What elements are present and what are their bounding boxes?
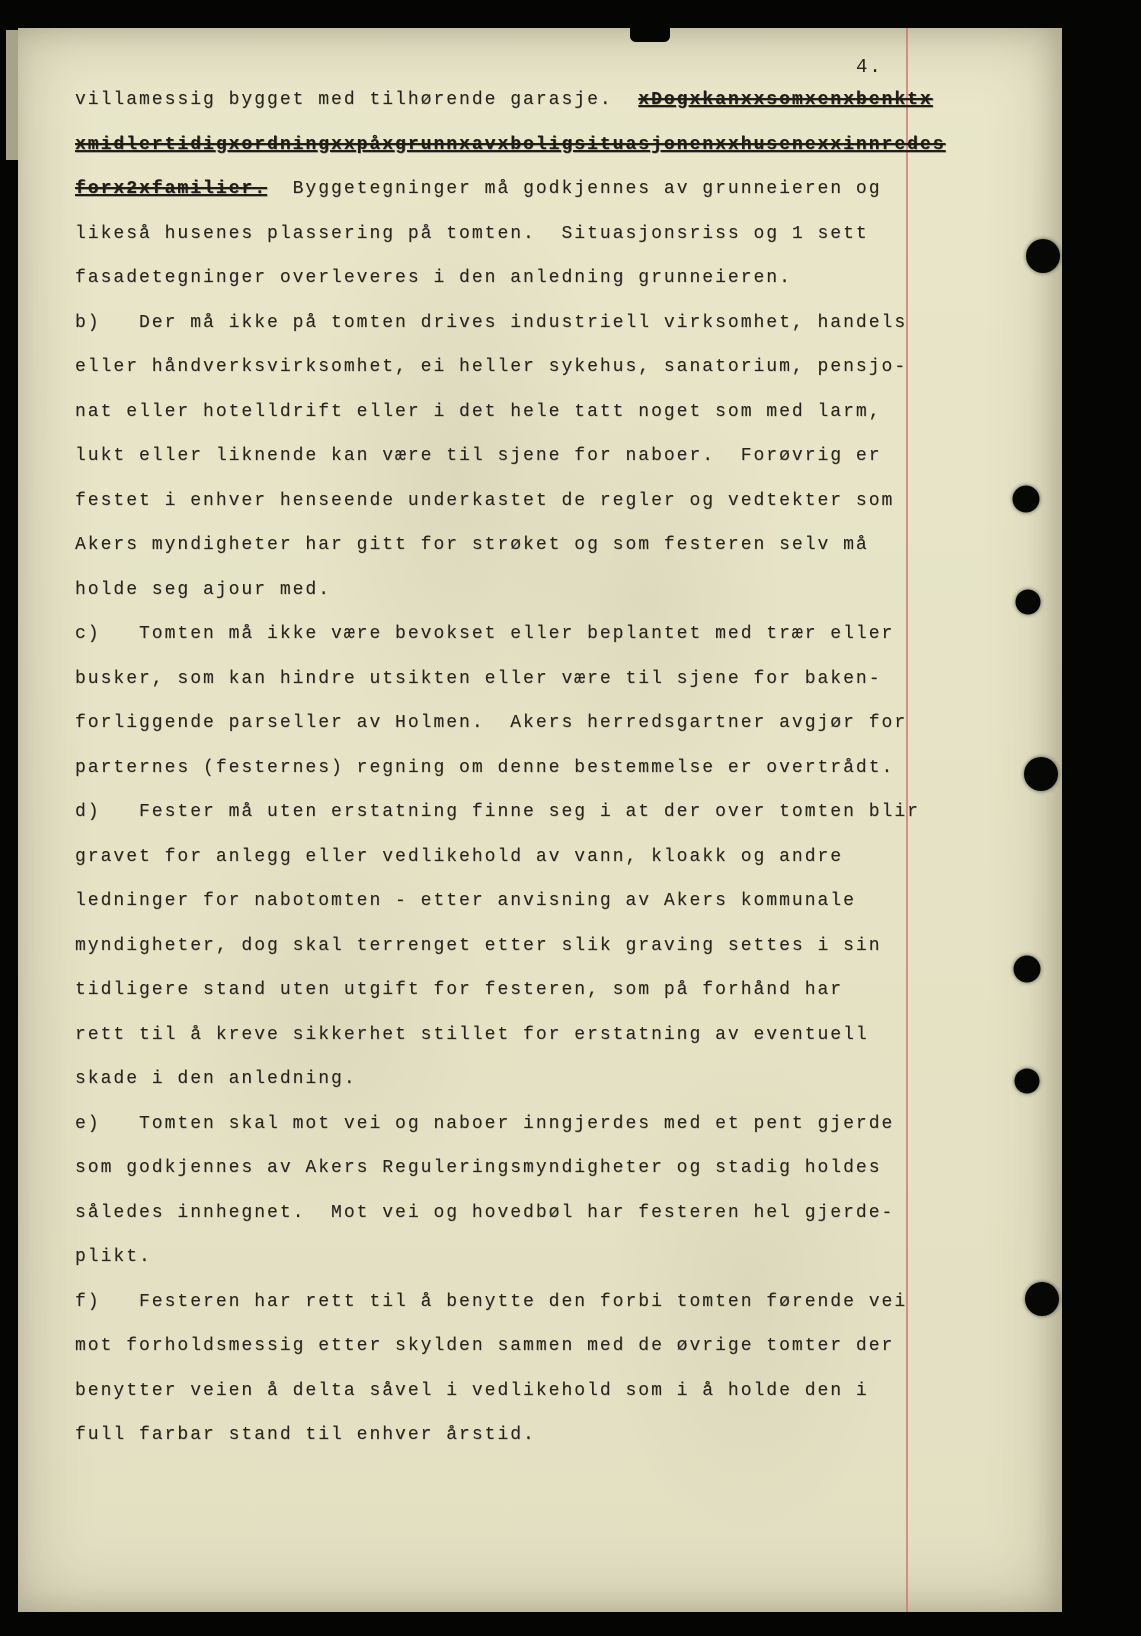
text-segment: likeså husenes plassering på tomten. Situasjonsriss og 1 sett <box>75 223 869 244</box>
text-line <box>75 746 965 791</box>
text-line <box>75 657 965 702</box>
text-line <box>75 167 965 212</box>
text-segment: f) Festeren har rett til å benytte den forbi tomten førende vei <box>75 1291 908 1312</box>
text-line <box>75 345 965 390</box>
text-line <box>75 123 965 168</box>
hole-punch <box>1013 486 1040 513</box>
text-segment: full farbar stand til enhver årstid. <box>75 1425 536 1445</box>
text-segment: mot forholdsmessig etter skylden sammen med de øvrige tomter der <box>75 1336 895 1356</box>
text-segment: fasadetegninger overleveres i den anledning grunneieren. <box>75 268 792 288</box>
hole-punch <box>1016 590 1041 615</box>
text-line <box>75 924 965 969</box>
text-line <box>75 1280 965 1325</box>
binder-notch <box>630 28 670 42</box>
text-segment: lukt eller liknende kan være til sjene for naboer. Forøvrig er <box>75 446 882 466</box>
text-line <box>75 568 965 613</box>
text-segment: eller håndverksvirksomhet, ei heller sykehus, sanatorium, pensjo- <box>75 357 908 377</box>
text-segment: Byggetegninger må godkjennes av grunneieren og <box>267 179 882 199</box>
text-segment: Akers myndigheter har gitt for strøket og som festeren selv må <box>75 535 869 555</box>
hole-punch <box>1026 239 1060 273</box>
text-segment: benytter veien å delta såvel i vedlikehold som i å holde den i <box>75 1380 869 1401</box>
text-segment: myndigheter, dog skal terrenget etter slik graving settes i sin <box>75 935 882 956</box>
text-segment: d) Fester må uten erstatning finne seg i at der over tomten blir <box>75 802 920 822</box>
text-line <box>75 701 965 746</box>
text-line <box>75 301 965 346</box>
text-line <box>75 879 965 924</box>
struck-text: xDogxkanxxsomxenxbenktx <box>638 90 933 110</box>
text-line <box>75 523 965 568</box>
text-segment: parternes (festernes) regning om denne bestemmelse er overtrådt. <box>75 757 895 778</box>
struck-text: forx2xfamilier. <box>75 179 268 199</box>
text-segment: forliggende parseller av Holmen. Akers herredsgartner avgjør for <box>75 713 908 733</box>
text-segment: busker, som kan hindre utsikten eller være til sjene for baken- <box>75 668 882 689</box>
text-line <box>75 1191 965 1236</box>
text-segment: som godkjennes av Akers Reguleringsmyndigheter og stadig holdes <box>75 1158 882 1178</box>
text-line <box>75 212 965 257</box>
text-line <box>75 479 965 524</box>
text-line <box>75 612 965 657</box>
text-line <box>75 1324 965 1369</box>
text-line <box>75 390 965 435</box>
text-line <box>75 1013 965 1058</box>
text-segment: festet i enhver henseende underkastet de regler og vedtekter som <box>75 490 895 511</box>
text-segment: b) Der må ikke på tomten drives industriell virksomhet, handels <box>75 312 908 333</box>
text-segment: rett til å kreve sikkerhet stillet for erstatning av eventuell <box>75 1024 869 1045</box>
hole-punch <box>1015 1069 1040 1094</box>
document-text <box>75 78 965 1458</box>
text-segment: c) Tomten må ikke være bevokset eller beplantet med trær eller <box>75 624 895 644</box>
text-line <box>75 256 965 301</box>
text-segment: nat eller hotelldrift eller i det hele tatt noget som med larm, <box>75 401 882 422</box>
text-segment: ledninger for nabotomten - etter anvisning av Akers kommunale <box>75 891 856 911</box>
text-segment: e) Tomten skal mot vei og naboer inngjerdes med et pent gjerde <box>75 1113 895 1134</box>
text-line <box>75 434 965 479</box>
text-segment: således innhegnet. Mot vei og hovedbøl har festeren hel gjerde- <box>75 1202 895 1223</box>
document-page <box>18 28 1062 1612</box>
text-line <box>75 1146 965 1191</box>
struck-text: xmidlertidigxordningxxpåxgrunnxavxboligsituasjonenxxhusenexxinnredes <box>75 134 946 155</box>
text-line <box>75 968 965 1013</box>
text-segment: villamessig bygget med tilhørende garasje. <box>75 90 639 110</box>
text-line <box>75 1102 965 1147</box>
text-line <box>75 1057 965 1102</box>
hole-punch <box>1025 1282 1059 1316</box>
text-line <box>75 790 965 835</box>
hole-punch <box>1024 757 1058 791</box>
text-segment: gravet for anlegg eller vedlikehold av vann, kloakk og andre <box>75 846 844 867</box>
text-line <box>75 1369 965 1414</box>
text-segment: holde seg ajour med. <box>75 579 332 600</box>
adjacent-page-edge <box>6 30 18 160</box>
text-segment: plikt. <box>75 1247 152 1267</box>
text-line <box>75 1235 965 1280</box>
text-segment: tidligere stand uten utgift for festeren, som på forhånd har <box>75 980 844 1000</box>
text-line <box>75 835 965 880</box>
page-number: 4. <box>856 56 883 78</box>
text-line <box>75 78 965 123</box>
text-segment: skade i den anledning. <box>75 1069 357 1089</box>
hole-punch <box>1014 956 1041 983</box>
text-line <box>75 1413 965 1458</box>
